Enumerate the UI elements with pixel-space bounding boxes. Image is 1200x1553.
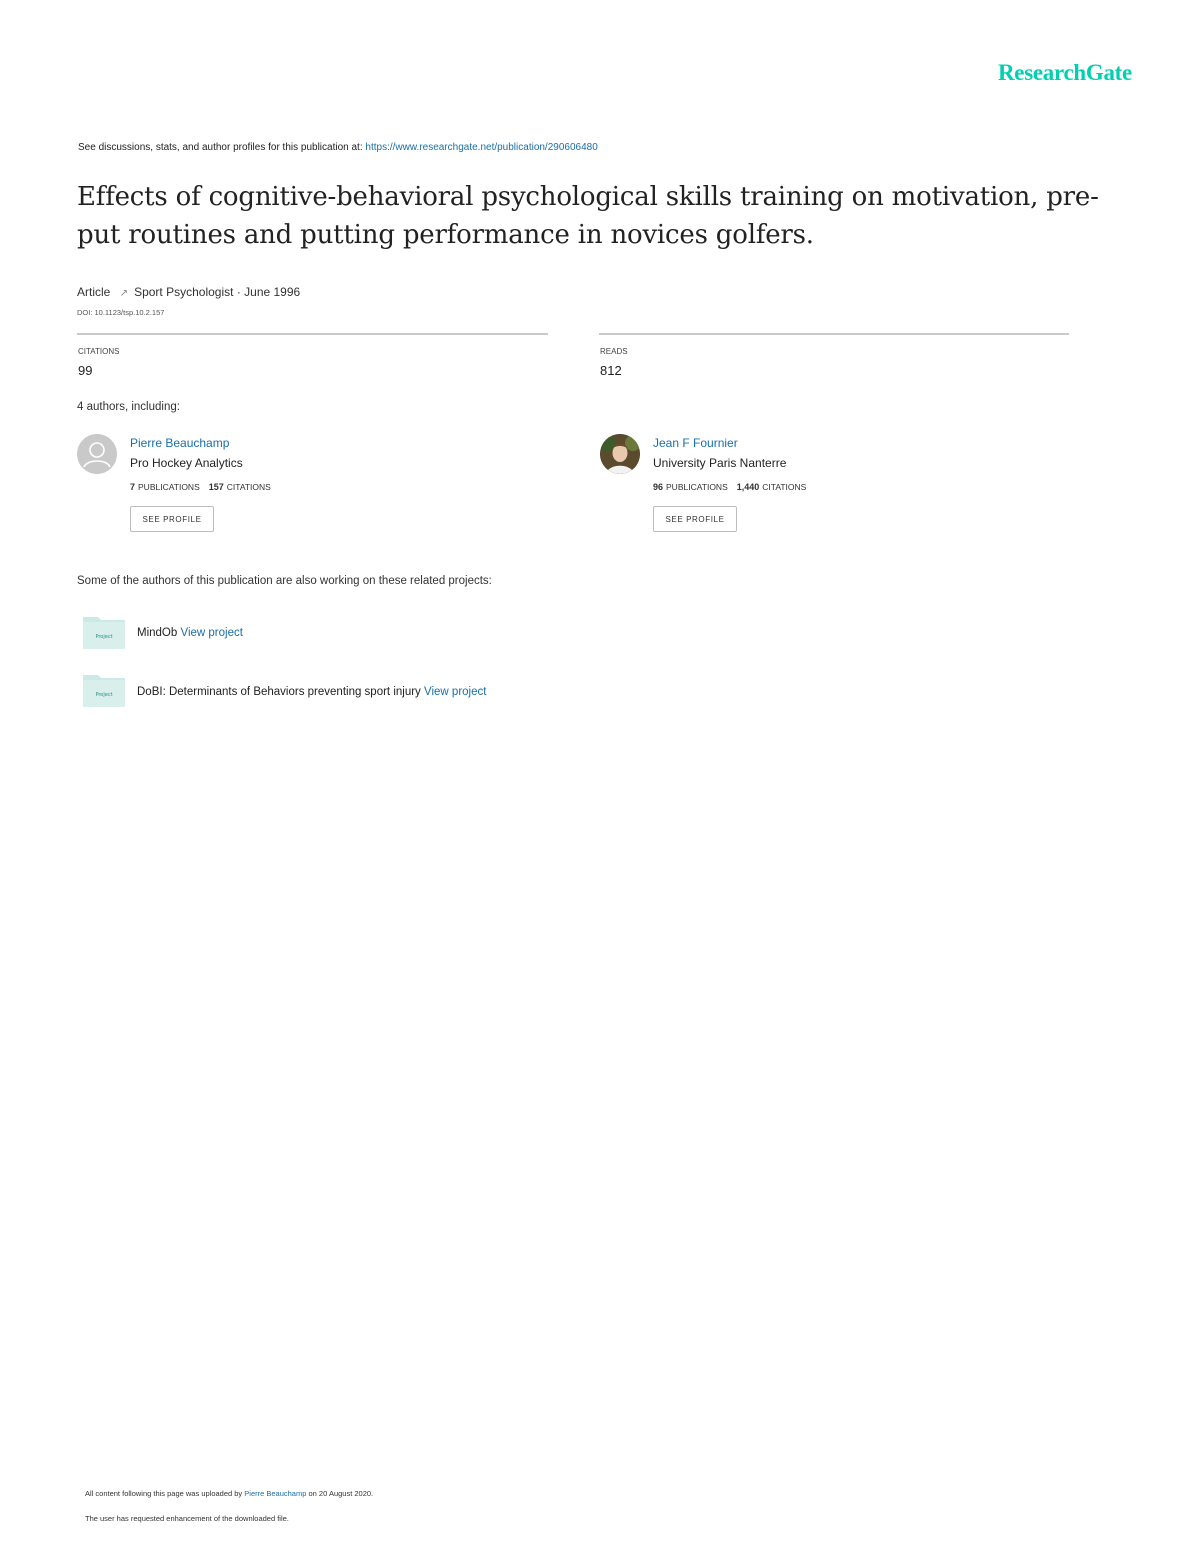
author-institution: University Paris Nanterre xyxy=(653,456,787,470)
upload-suffix: on 20 August 2020. xyxy=(308,1489,374,1498)
author-institution: Pro Hockey Analytics xyxy=(130,456,243,470)
project-folder-icon xyxy=(82,614,126,650)
reads-label: READS xyxy=(600,347,628,356)
author-name-link[interactable]: Jean F Fournier xyxy=(653,436,738,450)
citations-label: CITATIONS xyxy=(226,482,271,492)
projects-heading: Some of the authors of this publication are also working on these related projects: xyxy=(77,575,492,587)
folder-label: Project xyxy=(95,634,113,640)
author-publications-count: 96 xyxy=(653,482,664,492)
see-profile-button[interactable]: SEE PROFILE xyxy=(130,506,214,532)
project-item xyxy=(137,686,486,698)
citations-value: 99 xyxy=(78,363,93,378)
publication-date: June 1996 xyxy=(244,285,301,299)
author-stats xyxy=(130,482,271,492)
project-name: DoBI: Determinants of Behaviors preventing sport injury xyxy=(137,686,421,698)
author-citations-count: 1,440 xyxy=(736,482,760,492)
reads-divider xyxy=(599,333,1069,335)
view-project-link[interactable]: View project xyxy=(180,627,243,639)
publication-type: Article xyxy=(77,285,111,299)
publications-label: PUBLICATIONS xyxy=(666,482,728,492)
publication-meta xyxy=(77,285,300,299)
author-publications-count: 7 xyxy=(130,482,136,492)
journal-name: Sport Psychologist xyxy=(134,285,234,299)
journal-icon: ↗ xyxy=(119,288,129,299)
project-folder-icon xyxy=(82,672,126,708)
author-photo[interactable] xyxy=(600,434,640,474)
upload-prefix: All content following this page was uploaded by xyxy=(85,1489,243,1498)
authors-heading: 4 authors, including: xyxy=(77,401,180,413)
publication-title: Effects of cognitive-behavioral psychological skills training on motivation, pre-put routines and putting performance in novices golfers. xyxy=(77,182,1099,250)
publications-label: PUBLICATIONS xyxy=(138,482,200,492)
researchgate-logo[interactable]: ResearchGate xyxy=(998,60,1132,85)
citations-label: CITATIONS xyxy=(78,347,120,356)
intro-line xyxy=(78,142,598,153)
intro-text: See discussions, stats, and author profiles for this publication at: xyxy=(78,142,363,153)
uploader-link[interactable]: Pierre Beauchamp xyxy=(244,1489,307,1498)
project-item xyxy=(137,627,243,639)
folder-label: Project xyxy=(95,692,113,698)
publication-url-link[interactable]: https://www.researchgate.net/publication/290606480 xyxy=(365,142,598,153)
author-stats xyxy=(653,482,806,492)
see-profile-button[interactable]: SEE PROFILE xyxy=(653,506,737,532)
meta-dot: · xyxy=(236,285,245,299)
author-citations-count: 157 xyxy=(208,482,224,492)
view-project-link[interactable]: View project xyxy=(424,686,487,698)
upload-note xyxy=(85,1489,373,1498)
reads-value: 812 xyxy=(600,363,622,378)
citations-label: CITATIONS xyxy=(762,482,807,492)
project-name: MindOb xyxy=(137,627,178,639)
citations-divider xyxy=(77,333,548,335)
author-name-link[interactable]: Pierre Beauchamp xyxy=(130,436,230,450)
user-placeholder-icon[interactable] xyxy=(77,434,117,474)
publication-doi: DOI: 10.1123/tsp.10.2.157 xyxy=(77,308,165,317)
enhancement-note: The user has requested enhancement of the downloaded file. xyxy=(85,1514,289,1523)
